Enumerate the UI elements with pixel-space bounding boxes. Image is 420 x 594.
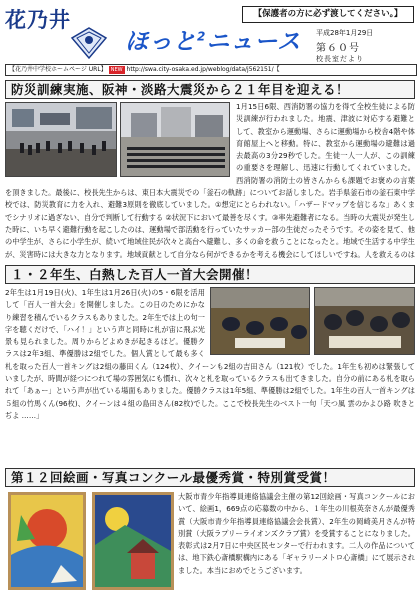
paper-title-main: ほっと$^2$ニュース xyxy=(125,29,302,55)
url-trail: 【 xyxy=(273,66,280,73)
school-name: 花乃井 xyxy=(5,7,71,32)
publisher: 校長室だより xyxy=(316,55,364,63)
newsletter-title xyxy=(125,23,301,63)
text-wrap-spacer xyxy=(205,287,415,359)
painting-1 xyxy=(8,492,86,590)
article-2-headline: １・２年生、白熱した百人一首大会開催！ xyxy=(5,265,415,284)
article-3-body: 大阪市青少年指導員連絡協議会主催の第12回絵画・写真コンクールにおいて、絵画1，669点の応募数の中から、１年生の川根英奈さんが最優秀賞（大阪市青少年指導員連絡協議会会長賞）、2年生の岡崎美月さんが特別賞（大阪ラプリーライオンズクラブ賞）を受賞することになりました。表彰式は2月7日に中央区民センターで行われます。二人の作品については、地下鉄心斎橋駅構内にある「ギャラリーメトロ心斎橋」にて展示されました。本当におめでとうございます。 xyxy=(178,492,415,575)
homepage-url-bar xyxy=(5,64,417,76)
article-1-body: 1月15日6限、西消防署の協力を得て全校生徒による防災訓練が行われました。地震、津波に対応する避難として、教室から運動場、さらに運動場から校舎4階や体育館屋上へと移動。特に、教室から運動場の避難は過去最高の3分29秒でした。生徒一人一人が、この訓練の重要さを理解し、迅速に行動してくれていました。西消防署の消防士の皆さんからも課題でお褒めの言葉を頂きました。最後に、校長先生からは、東日本大震災での「釜石の軌跡」についてお話しました。岩手県釜石市の釜石東中学校では、防災教育に力を入れ、避難3原則を徹底していました。①想定にとらわれない。「ハザードマップを信じるな」あくまでシナリオに過ぎない、自分で判断して行動する ②状況下において最善を尽くす。③率先避難者になる。当時の大震災が発生した時に、いち早く避難行動を起こしたのは、運動場で部活動を行っていたサッカー部の生徒だったそうです。その姿を見て、他の中学生が、さらに小学生が、続いて地域住民が次々と高台へ避難し、多くの命を救うことになったと。地域で生活する中学生が、災害時には大きな力となります。地域貢献として自分なら何ができるかを考える機会にしてほしいですね。人を救えるのは xyxy=(5,102,415,259)
new-badge: NEW xyxy=(110,67,123,73)
text-wrap-spacer xyxy=(5,101,236,179)
painting-2 xyxy=(92,492,174,590)
article-1-headline: 防災訓練実施、阪神・淡路大震災から２１年目を迎える！ xyxy=(5,80,415,99)
article-3-headline: 第１２回絵画・写真コンクール最優秀賞・特別賞受賞！ xyxy=(5,468,415,487)
url-label: 【花乃井中学校ホームページ URL】 xyxy=(9,66,107,73)
article-2-body: 2年生は1月19日(火)、1年生は1月26日(火)の5・6限を活用して「百人一首大会」を開催しました。この日のためにかなり練習を積んでいるクラスもありました。2年生では上の句一字を聴くだけで、「ハイ！」という声と同時に札が宙に飛ぶ光景も見られました。周りからどよめきが起きるほど。優勝クラスは2年3組、準優勝は2組でした。個人賞として最も多く札を取った百人一首キングは2組の藤田くん（124枚）、クイーンも2組の吉田さん（121枚）でした。1年生も初めは緊張していましたが、時間が経つにつれて場の雰囲気にも慣れ、次々と札を取っているクラスも出てきました。自分の前にある札を取られて「あぁー」という声が出ている場面もありました。優勝クラスは1年5組、準優勝は2組でした。1年生の百人一首キングは５組の竹馬くん(96枚)、クイーンは４組の島田さん(82枚)でした。ここで校長先生のベスト一句「天つ風 雲のかよひ路 吹きとぢよ ……」 xyxy=(5,288,415,420)
notice-box: 【保護者の方に必ず渡してください。】 xyxy=(242,6,414,23)
issue-number: 第６０号 xyxy=(316,43,360,54)
school-emblem-icon xyxy=(70,26,108,60)
homepage-url-link[interactable]: http://swa.city-osaka.ed.jp/weblog/data/j562151/ xyxy=(126,66,274,73)
issue-date: 平成28年1月29日 xyxy=(316,29,374,37)
